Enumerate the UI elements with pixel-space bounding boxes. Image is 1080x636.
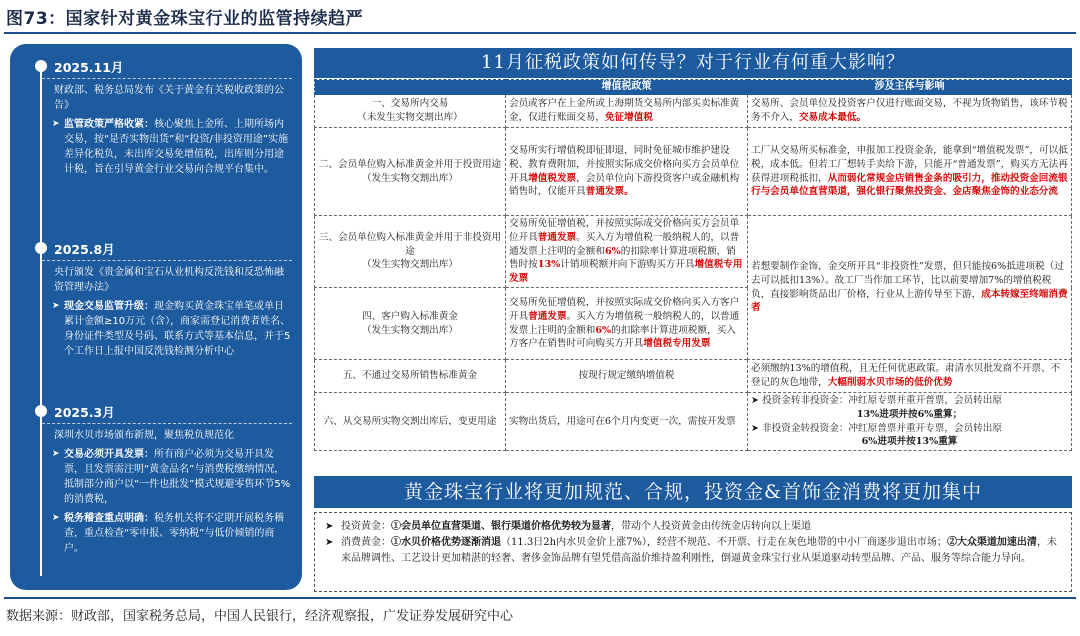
- scenario-label: 一、交易所内交易: [371, 98, 449, 110]
- summary-item-consumption: [323, 535, 1063, 567]
- summary-lead: 消费黄金：: [341, 537, 391, 548]
- figure-title: 图73：国家针对黄金珠宝行业的监管持续趋严: [6, 9, 364, 29]
- vat-cell: [506, 95, 748, 128]
- bottom-rule: [4, 597, 1076, 599]
- summary-bold: ②大众渠道加速出清: [946, 537, 1037, 548]
- vat-highlight: 普通发票: [528, 310, 567, 322]
- timeline-bullet: [42, 117, 292, 177]
- timeline-text: 财政部、税务总局发布《关于黄金有关税收政策的公告》: [54, 85, 284, 111]
- vat-highlight: 6%: [604, 245, 621, 257]
- timeline-text: 深圳水贝市场颁布新规，聚焦税负规范化: [54, 430, 234, 441]
- timeline-entry-2025-3: [42, 403, 292, 556]
- impact-highlight: 大幅削弱水贝市场的低价优势: [827, 377, 953, 388]
- vat-text: 会员或客户在上金所或上海期货交易所内部买卖标准黄金，仅进行账面交易，: [509, 98, 740, 123]
- arrow-right-icon: ➤: [52, 449, 60, 459]
- timeline-date: 2025.8月: [42, 240, 292, 261]
- bullet-body: 现金购买黄金珠宝单笔或单日累计金额≥10万元（含），商家需登记消费者姓名、身份证件类型及号码、联系方式等基本信息，并于5个工作日上报中国反洗钱检测分析中心: [64, 301, 291, 357]
- table-row: [315, 360, 1072, 393]
- timeline-bullet: [42, 511, 292, 556]
- impact-text: 必须缴纳13%的增值税，且无任何优惠政策。肃清水贝批发商不开票、不登记的灰色地带，: [751, 363, 1061, 388]
- bullet-body: 所有商户必须为交易开具发票，且发票需注明“黄金品名”与消费税缴纳情况，抵制部分商户以“一件也批发”模式规避零售环节5%的消费税，: [64, 449, 291, 505]
- timeline-entry-2025-11: [42, 58, 292, 177]
- scenario-label: 二、会员单位购入标准黄金并用于投资用途: [318, 158, 502, 170]
- bullet-head: 交易必须开具发票：: [64, 449, 154, 460]
- top-rule: [4, 32, 1076, 34]
- impact-text: 非投资金转投资金：冲红原普票并重开专票，会员转出原: [762, 422, 1002, 434]
- arrow-right-icon: ➤: [751, 395, 763, 406]
- timeline-panel: [10, 44, 302, 590]
- vat-highlight: 增值税发票: [528, 172, 577, 184]
- table-row: [315, 393, 1072, 451]
- bullet-head: 现金交易监管升级：: [64, 301, 154, 312]
- data-source: 数据来源：财政部，国家税务总局，中国人民银行，经济观察报，广发证券发展研究中心: [6, 609, 514, 624]
- scenario-cell: 五、不通过交易所销售标准黄金: [315, 360, 506, 393]
- vat-highlight: 13%: [537, 259, 561, 271]
- impact-bullet: [751, 394, 1068, 408]
- vat-highlight: 普通发票: [537, 231, 577, 243]
- bullet-body: 税务机关将不定期开展税务稽查，重点检查“零申报、零纳税”与低价倾销的商户。: [64, 513, 284, 554]
- impact-highlight: 从而弱化常规金店销售金条的吸引力，推动投资金回流银行与会员单位直营渠道，强化银行聚焦投资金、金店聚焦金饰的业态分流: [751, 172, 1068, 198]
- header-impact: 涉及主体与影响: [748, 80, 1072, 95]
- scenario-sub: （发生实物交割出库）: [362, 259, 458, 271]
- bullet-head: 税务稽查重点明确：: [64, 513, 154, 524]
- header-vat: 增值税政策: [506, 80, 748, 95]
- bullet-head: 监管政策严格收紧：: [64, 119, 154, 130]
- scenario-cell: [315, 288, 506, 360]
- impact-bullet: [751, 422, 1068, 436]
- impact-text: 投资金转非投资金：冲红原专票并重开普票，会员转出原: [762, 395, 1002, 406]
- bullet-body: 核心聚焦上金所、上期所场内交易，按“是否实物出货”和“投资/非投资用途”实施差异化税负，未出库交易免增值税，出库则分用途计税，旨在引导黄金行业交易向合规平台集中。: [64, 119, 289, 175]
- vat-cell: [506, 128, 748, 216]
- summary-text: ，带动个人投资黄金由传统金店转向以上渠道: [611, 521, 811, 532]
- table-header-row: [315, 80, 1072, 95]
- scenario-cell: [315, 216, 506, 288]
- summary-bold: ①会员单位直营渠道、银行渠道价格优势较为显著: [391, 521, 611, 532]
- impact-cell: [748, 216, 1072, 360]
- vat-cell: 按现行规定缴纳增值税: [506, 360, 748, 393]
- timeline-entry-2025-8: [42, 240, 292, 359]
- impact-cell: [748, 128, 1072, 216]
- scenario-sub: （未发生实物交割出库）: [357, 112, 463, 123]
- impact-text: 工厂从交易所买标准金，申报加工投资金条，能拿到“增值税发票”，可以抵税，成本低。但若工厂想转手卖给下游，只能开“普通发票”，购买方无法再获得进项税抵扣，: [751, 144, 1068, 184]
- policy-table: [314, 79, 1072, 451]
- timeline-bullet: [42, 447, 292, 507]
- scenario-label: 三、会员单位购入标准黄金并用于非投资用途: [318, 231, 502, 257]
- scenario-sub: （发生实物交割出库）: [362, 172, 458, 184]
- scenario-cell: [315, 128, 506, 216]
- vat-cell: 实物出货后，用途可在6个月内变更一次，需按开发票: [506, 393, 748, 451]
- arrow-right-icon: ➤: [52, 513, 60, 523]
- impact-text: 若想要制作金饰，金交所开具“非投资性”发票，但只能按6%抵进项税（过去可以抵扣13%）。故工厂当作加工环节，比以前要增加7%的增值税税负，直接影响货品出厂价格，行业从上游传导至下游，: [751, 260, 1064, 300]
- vat-text: 交易所实行增值税即征即退，同时免征城市维护建设税、教育费附加，并按照实际成交价格向买方会员单位开具: [509, 144, 740, 184]
- vat-text: 的扣除率计算进项税额，买入方客户在销售时可向购买方开具: [509, 324, 736, 350]
- vat-highlight: 免征增值税: [604, 112, 653, 123]
- summary-lead: 投资黄金：: [341, 521, 391, 532]
- vat-text: 。买入方为增值税一般纳税人的，以普通发票上注明的金额和: [509, 310, 740, 336]
- impact-cell: [748, 393, 1072, 451]
- scenario-cell: [315, 95, 506, 128]
- scenario-cell: 六、从交易所实物交割出库后，变更用途: [315, 393, 506, 451]
- impact-emphasis: 6%进项并按13%重算: [861, 436, 958, 448]
- vat-highlight: 普通发票。: [585, 186, 634, 198]
- scenario-sub: （发生实物交割出库）: [362, 324, 458, 336]
- vat-highlight: 增值税专用发票: [509, 259, 743, 285]
- table-row: [315, 95, 1072, 128]
- vat-text: 。买入方为增值税一般纳税人的，以普通发票上注明的金额和: [509, 231, 740, 257]
- arrow-right-icon: ➤: [751, 422, 763, 434]
- vat-text: 交易所免征增值税，并按照实际成交价格向买入方客户开具: [509, 296, 740, 322]
- vat-text: ，会员单位向下游投资客户或金融机构销售时，仅能开具: [509, 172, 740, 198]
- vat-text: 交易所免征增值税，并按照实际成交价格向买方会员单位开具: [509, 218, 740, 243]
- summary-text: （11.3日2h内水贝金价上涨7%），经营不规范、不开票、行走在灰色地带的中小厂商逐步退出市场；: [501, 537, 947, 548]
- summary-item-investment: [323, 519, 1063, 535]
- arrow-right-icon: ➤: [52, 301, 60, 311]
- arrow-right-icon: ➤: [52, 119, 60, 129]
- impact-emphasis: 13%进项并按6%重算；: [856, 408, 963, 420]
- impact-cell: [748, 95, 1072, 128]
- vat-cell: [506, 216, 748, 288]
- timeline-text: 央行颁发《贵金属和宝石从业机构反洗钱和反恐怖融资管理办法》: [54, 267, 284, 293]
- impact-highlight: 成本转嫁至终端消费者: [751, 288, 1068, 314]
- summary-text: ，未来品牌调性、工艺设计更加精湛的轻奢、奢侈金饰品牌有望凭借高溢价维持盈利刚性，倒逼黄金珠宝行业从渠道驱动转型品牌、产品、服务等综合能力导向。: [341, 537, 1057, 564]
- impact-text: 交易所、会员单位及投资客户仅进行账面交易，不视为货物销售，该环节税务不介入，: [751, 98, 1068, 123]
- impact-cell: [748, 360, 1072, 393]
- vat-highlight: 6%: [595, 324, 612, 336]
- vat-text: 计销项税额并向下游购买方开具: [560, 259, 695, 271]
- vat-cell: [506, 288, 748, 360]
- timeline-date: 2025.11月: [42, 58, 292, 79]
- summary-bold: ①水贝价格优势逐渐消退: [391, 537, 501, 548]
- timeline-bullet: [42, 299, 292, 359]
- impact-highlight: 交易成本最低。: [798, 112, 867, 123]
- table-row: [315, 128, 1072, 216]
- timeline-date: 2025.3月: [42, 403, 292, 424]
- vat-highlight: 增值税专用发票: [643, 338, 711, 350]
- arrow-right-icon: ➤: [325, 537, 334, 548]
- summary-box: [314, 512, 1072, 592]
- vat-text: 的扣除率计算进项税额，销售时按: [509, 245, 736, 271]
- scenario-label: 四、客户购入标准黄金: [362, 310, 458, 322]
- main-title: 11月征税政策如何传导？对于行业有何重大影响？: [314, 48, 1072, 78]
- arrow-right-icon: ➤: [325, 521, 334, 532]
- table-row: [315, 216, 1072, 288]
- conclusion-banner: 黄金珠宝行业将更加规范、合规，投资金&首饰金消费将更加集中: [314, 476, 1072, 508]
- header-blank: [315, 80, 506, 95]
